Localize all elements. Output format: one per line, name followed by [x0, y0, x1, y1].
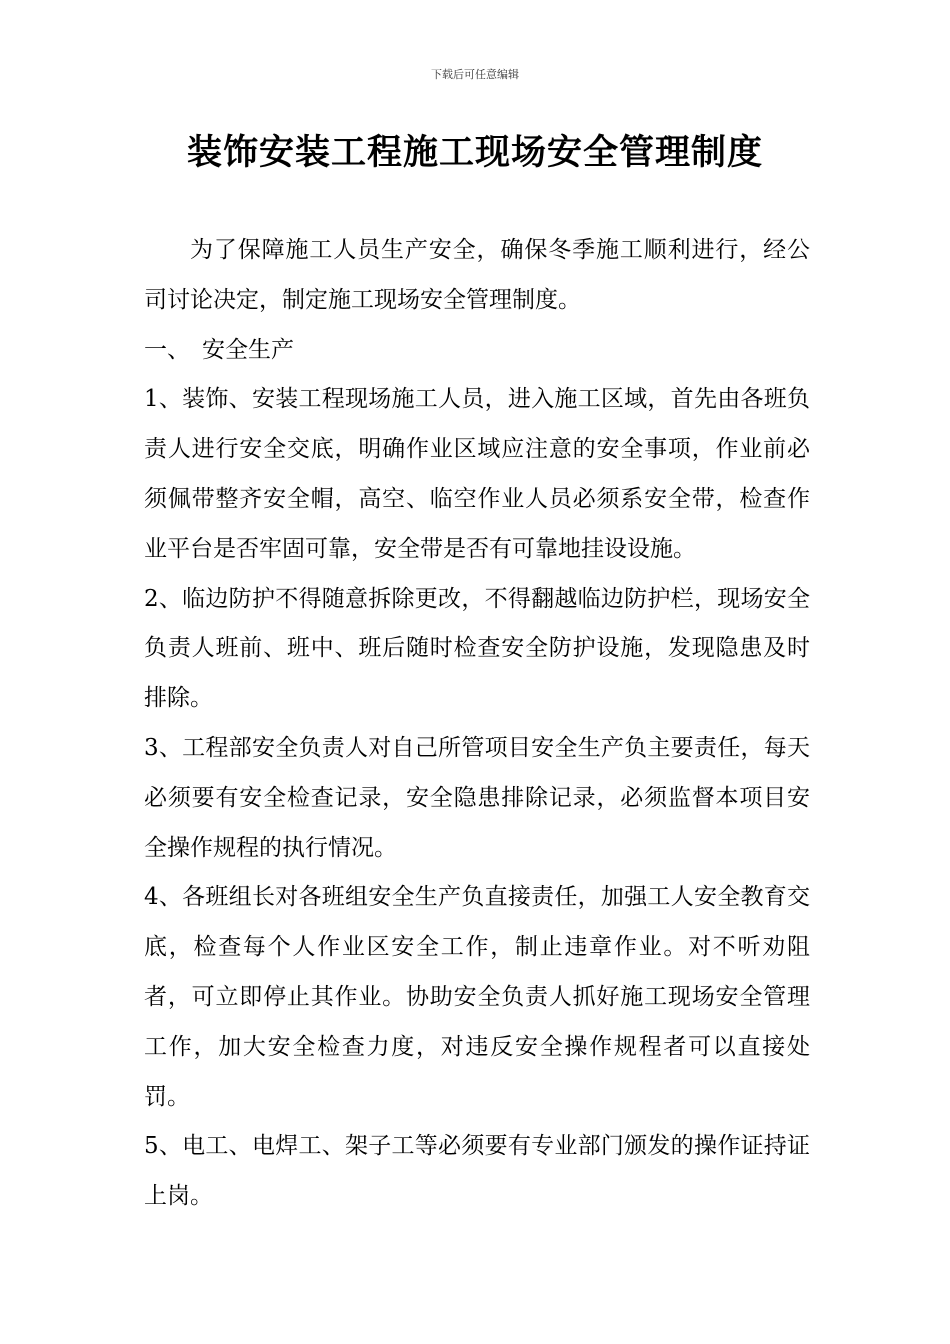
- rule-item-5: 5、电工、电焊工、架子工等必须要有专业部门颁发的操作证持证上岗。: [144, 1133, 810, 1210]
- document-body: [144, 226, 810, 1222]
- section-heading-text: 安全生产: [202, 336, 294, 363]
- rule-item-2: 2、临边防护不得随意拆除更改，不得翻越临边防护栏，现场安全负责人班前、班中、班后随时检查安全防护设施，发现隐患及时排除。: [144, 585, 810, 712]
- rule-item-3: 3、工程部安全负责人对自己所管项目安全生产负主要责任，每天必须要有安全检查记录，安全隐患排除记录，必须监督本项目安全操作规程的执行情况。: [144, 734, 810, 861]
- intro-paragraph: 为了保障施工人员生产安全，确保冬季施工顺利进行，经公司讨论决定，制定施工现场安全管理制度。: [144, 237, 810, 313]
- document-title: 装饰安装工程施工现场安全管理制度: [186, 132, 763, 173]
- header-note: 下载后可任意编辑: [431, 68, 519, 81]
- rule-item-1: 1、装饰、安装工程现场施工人员，进入施工区域，首先由各班负责人进行安全交底，明确作业区域应注意的安全事项，作业前必须佩带整齐安全帽，高空、临空作业人员必须系安全带，检查作业平台是否牢固可靠，安全带是否有可靠地挂设设施。: [144, 386, 810, 562]
- section-heading: [144, 326, 810, 376]
- rule-item-4: 4、各班组长对各班组安全生产负直接责任，加强工人安全教育交底，检查每个人作业区安全工作，制止违章作业。对不听劝阻者，可立即停止其作业。协助安全负责人抓好施工现场安全管理工作，加大安全检查力度，对违反安全操作规程者可以直接处罚。: [144, 884, 810, 1110]
- section-number: 一、: [144, 336, 190, 363]
